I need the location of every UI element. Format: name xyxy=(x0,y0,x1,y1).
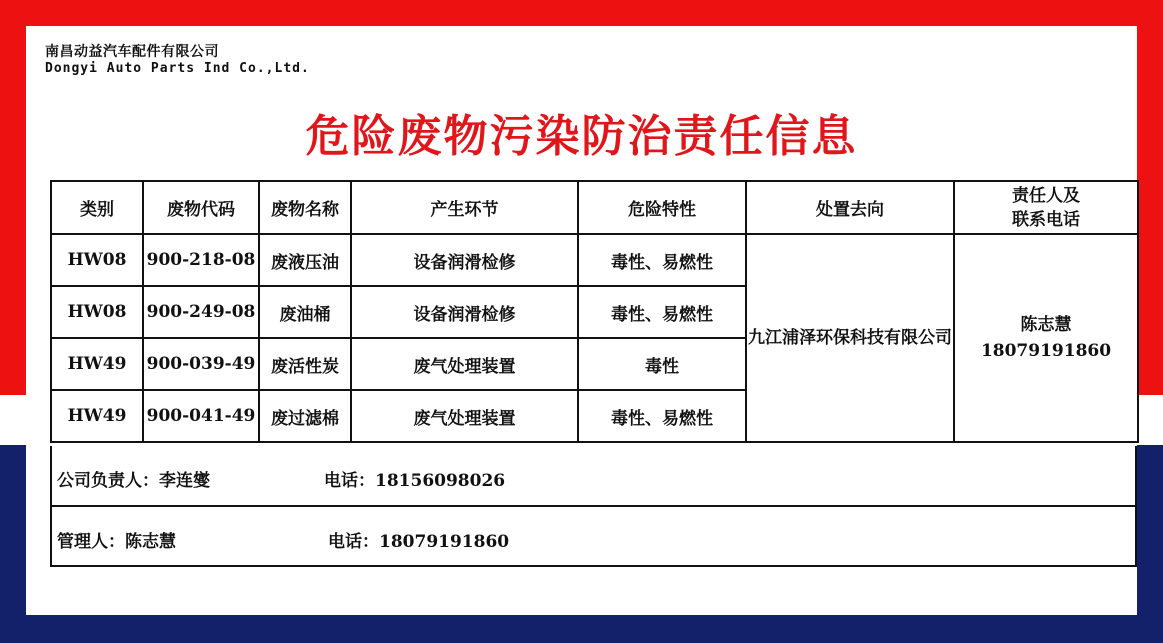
company-head-phone: 电话：18156098026 xyxy=(324,471,506,491)
cell-category: HW08 xyxy=(51,234,143,286)
table-row xyxy=(51,234,1138,286)
sign-title: 危险废物污染防治责任信息 xyxy=(305,111,858,162)
cell-code: 900-039-49 xyxy=(143,338,259,390)
cell-hazard: 毒性 xyxy=(578,338,746,390)
responsible-name: 陈志慧 xyxy=(1020,315,1072,335)
cell-hazard: 毒性、易燃性 xyxy=(578,286,746,338)
cell-code: 900-041-49 xyxy=(143,390,259,442)
cell-responsible xyxy=(954,234,1138,442)
header-hazard: 危险特性 xyxy=(578,181,746,234)
cell-hazard: 毒性、易燃性 xyxy=(578,390,746,442)
cell-hazard: 毒性、易燃性 xyxy=(578,234,746,286)
cell-stage: 废气处理装置 xyxy=(351,390,578,442)
header-category: 类别 xyxy=(51,181,143,234)
manager-row xyxy=(50,507,1137,567)
cell-name: 废过滤棉 xyxy=(259,390,351,442)
cell-code: 900-249-08 xyxy=(143,286,259,338)
cell-name: 废液压油 xyxy=(259,234,351,286)
cell-name: 废活性炭 xyxy=(259,338,351,390)
cell-stage: 设备润滑检修 xyxy=(351,286,578,338)
manager-label: 管理人：陈志慧 xyxy=(57,532,176,552)
cell-category: HW08 xyxy=(51,286,143,338)
header-responsible: 责任人及 联系电话 xyxy=(954,181,1138,234)
hazardous-waste-table xyxy=(50,180,1139,443)
company-head-label: 公司负责人：李连燮 xyxy=(57,471,210,491)
company-name-en: Dongyi Auto Parts Ind Co.,Ltd. xyxy=(45,61,310,76)
cell-name: 废油桶 xyxy=(259,286,351,338)
company-head-row xyxy=(50,446,1137,507)
cell-stage: 废气处理装置 xyxy=(351,338,578,390)
header-code: 废物代码 xyxy=(143,181,259,234)
header-disposal: 处置去向 xyxy=(746,181,954,234)
cell-category: HW49 xyxy=(51,390,143,442)
table-header-row xyxy=(51,181,1138,234)
company-name-cn: 南昌动益汽车配件有限公司 xyxy=(45,44,219,60)
manager-phone: 电话：18079191860 xyxy=(328,532,510,552)
cell-category: HW49 xyxy=(51,338,143,390)
cell-code: 900-218-08 xyxy=(143,234,259,286)
header-stage: 产生环节 xyxy=(351,181,578,234)
cell-disposal xyxy=(746,234,954,442)
cell-stage: 设备润滑检修 xyxy=(351,234,578,286)
header-name: 废物名称 xyxy=(259,181,351,234)
responsible-phone: 18079191860 xyxy=(980,341,1112,361)
disposal-company: 九江浦泽环保科技有限公司 xyxy=(748,328,952,348)
